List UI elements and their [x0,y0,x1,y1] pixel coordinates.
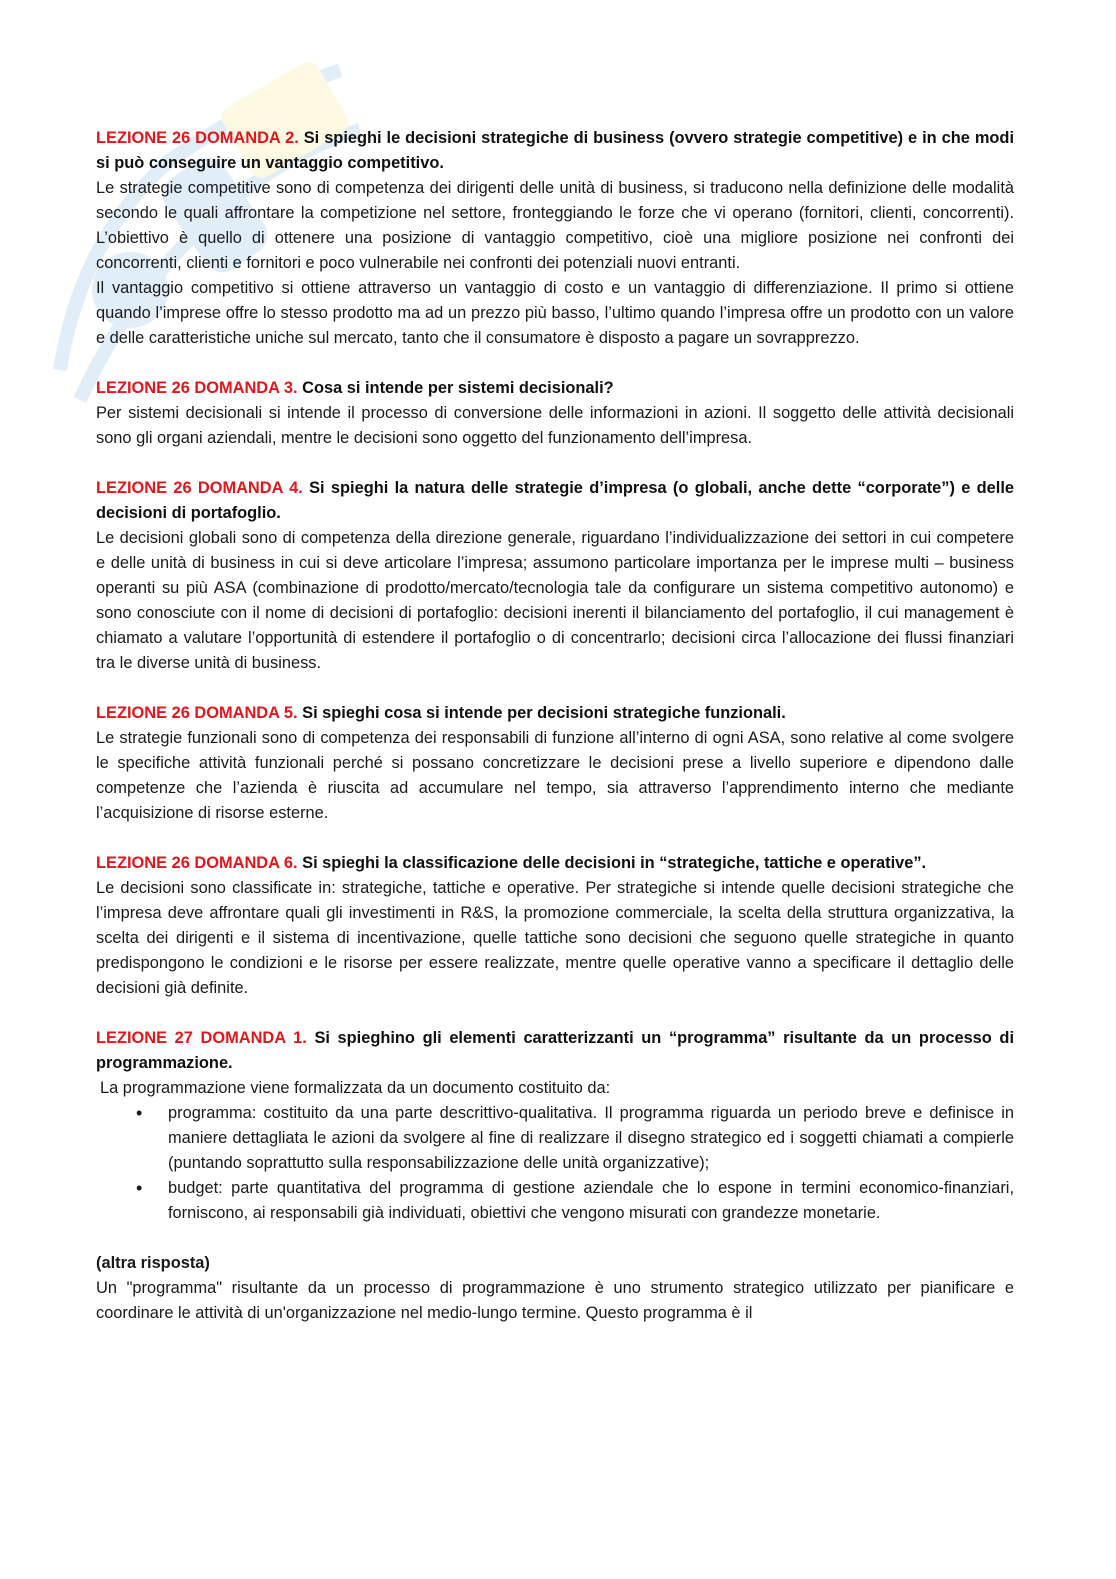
alternative-answer-block [96,1251,1014,1326]
lesson-tag: LEZIONE 26 DOMANDA 3. [96,379,298,397]
question-text: Cosa si intende per sistemi decisionali? [302,379,614,397]
question-text: Si spieghi le decisioni strategiche di business (ovvero strategie competitive) e in che modi si può conseguire un vantaggio competitivo. [96,129,1014,172]
answer-intro: La programmazione viene formalizzata da un documento costituito da: [100,1079,611,1097]
question-heading [96,476,1014,526]
answer-paragraph: Le strategie funzionali sono di competenza dei responsabili di funzione all’interno di ogni ASA, sono relative al come svolgere le specifiche attività funzionali perché si possano concretizzare le decisioni prese a livello superiore e dipendono dalle competenze che l’azienda è riuscita ad accumulare nel tempo, sia attraverso l’apprendimento interno che mediante l’acquisizione di risorse esterne. [96,729,1014,822]
answer-paragraph: Le decisioni sono classificate in: strategiche, tattiche e operative. Per strategiche si intende quelle decisioni strategiche che l’impresa deve affrontare quali gli investimenti in R&S, la promozione commerciale, la scelta della struttura organizzativa, la scelta dei dirigenti e il sistema di incentivazione, quelle tattiche sono decisioni che seguono quelle strategiche in quanto predispongono le condizioni e le risorse per essere realizzate, mentre quelle operative vanno a specificare il dettaglio delle decisioni già definite. [96,879,1014,997]
lesson-tag: LEZIONE 26 DOMANDA 4. [96,479,303,497]
question-heading [96,376,1014,401]
question-text: Si spieghino gli elementi caratterizzanti un “programma” risultante da un processo di programmazione. [96,1029,1015,1072]
question-block [96,476,1014,676]
question-heading [96,126,1014,176]
answer-paragraph: Le strategie competitive sono di competenza dei dirigenti delle unità di business, si traducono nella definizione delle modalità secondo le quali affrontare la competizione nel settore, fronteggiando le forze che vi operano (fornitori, clienti, concorrenti). L’obiettivo è quello di ottenere una posizione di vantaggio competitivo, cioè una migliore posizione nei confronti dei concorrenti, clienti e fornitori e poco vulnerabile nei confronti dei potenziali nuovi entranti. [96,179,1014,272]
lesson-tag: LEZIONE 26 DOMANDA 5. [96,704,298,722]
lesson-tag: LEZIONE 26 DOMANDA 2. [96,129,299,147]
bullet-item: • programma: costituito da una parte descrittivo-qualitativa. Il programma riguarda un periodo breve e definisce in maniere dettagliata le azioni da svolgere al fine di realizzare il disegno strategico ed i soggetti chiamati a compierle (puntando soprattutto sulla responsabilizzazione delle unità organizzative); [168,1101,1014,1176]
bullet-list [96,1101,1014,1226]
question-heading [96,701,1014,726]
question-block [96,851,1014,1001]
question-text: Si spieghi la natura delle strategie d’impresa (o globali, anche dette “corporate”) e delle decisioni di portafoglio. [96,479,1015,522]
answer-paragraph: Per sistemi decisionali si intende il processo di conversione delle informazioni in azioni. Il soggetto delle attività decisionali sono gli organi aziendali, mentre le decisioni sono oggetto del funzionamento dell’impresa. [96,404,1014,447]
question-text: Si spieghi cosa si intende per decisioni strategiche funzionali. [302,704,786,722]
alternative-answer-title: (altra risposta) [96,1254,210,1272]
question-block [96,126,1014,351]
lesson-tag: LEZIONE 27 DOMANDA 1. [96,1029,307,1047]
question-text: Si spieghi la classificazione delle decisioni in “strategiche, tattiche e operative”. [302,854,927,872]
question-block [96,376,1014,451]
document-content [96,126,1014,1351]
answer-paragraph: Le decisioni globali sono di competenza della direzione generale, riguardano l’individualizzazione dei settori in cui competere e delle unità di business in cui si deve articolare l’impresa; assumono particolare importanza per le imprese multi – business operanti su più ASA (combinazione di prodotto/mercato/tecnologia tale da configurare un sistema competitivo autonomo) e sono conosciute con il nome di decisioni di portafoglio: decisioni inerenti il bilanciamento del portafoglio, il cui management è chiamato a valutare l’opportunità di estendere il portafoglio o di concentrarlo; decisioni circa l’allocazione dei flussi finanziari tra le diverse unità di business. [96,529,1014,672]
answer-paragraph: Il vantaggio competitivo si ottiene attraverso un vantaggio di costo e un vantaggio di differenziazione. Il primo si ottiene quando l’imprese offre lo stesso prodotto ma ad un prezzo più basso, l’ultimo quando l’impresa offre un prodotto con un valore e delle caratteristiche uniche sul mercato, tanto che il consumatore è disposto a pagare un sovrapprezzo. [96,279,1014,347]
question-block [96,701,1014,826]
bullet-item: • budget: parte quantitativa del programma di gestione aziendale che lo espone in termini economico-finanziari, forniscono, ai responsabili già individuati, obiettivi che vengono misurati con grandezze monetarie. [168,1176,1014,1226]
question-heading [96,851,1014,876]
answer-paragraph: Un "programma" risultante da un processo di programmazione è uno strumento strategico utilizzato per pianificare e coordinare le attività di un'organizzazione nel medio-lungo termine. Questo programma è il [96,1279,1014,1322]
question-block [96,1026,1014,1226]
question-heading [96,1026,1014,1076]
lesson-tag: LEZIONE 26 DOMANDA 6. [96,854,298,872]
